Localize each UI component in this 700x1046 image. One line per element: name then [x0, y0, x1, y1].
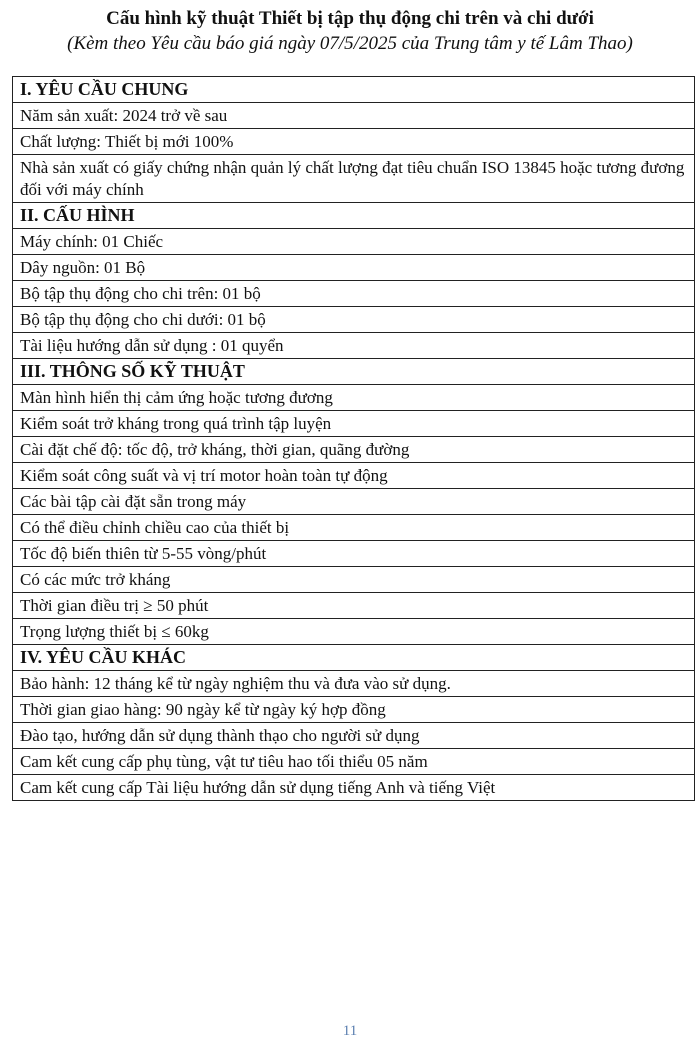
table-row [13, 541, 695, 567]
table-row [13, 671, 695, 697]
table-row [13, 307, 695, 333]
table-row [13, 385, 695, 411]
row-cell: Bộ tập thụ động cho chi dưới: 01 bộ [13, 307, 695, 333]
spec-table [12, 76, 695, 801]
row-cell: Bảo hành: 12 tháng kể từ ngày nghiệm thu và đưa vào sử dụng. [13, 671, 695, 697]
section-header-row [13, 645, 695, 671]
row-cell: Năm sản xuất: 2024 trở về sau [13, 103, 695, 129]
table-row [13, 697, 695, 723]
table-row [13, 593, 695, 619]
row-cell: Trọng lượng thiết bị ≤ 60kg [13, 619, 695, 645]
table-row [13, 103, 695, 129]
row-cell: Cài đặt chế độ: tốc độ, trở kháng, thời gian, quãng đường [13, 437, 695, 463]
table-row [13, 255, 695, 281]
table-row [13, 155, 695, 203]
row-cell: Bộ tập thụ động cho chi trên: 01 bộ [13, 281, 695, 307]
row-cell: Chất lượng: Thiết bị mới 100% [13, 129, 695, 155]
page-number: 11 [342, 1023, 358, 1039]
table-row [13, 411, 695, 437]
table-row [13, 281, 695, 307]
table-row [13, 129, 695, 155]
row-cell: Thời gian điều trị ≥ 50 phút [13, 593, 695, 619]
row-cell: Có thể điều chỉnh chiều cao của thiết bị [13, 515, 695, 541]
table-row [13, 515, 695, 541]
section-header-row [13, 359, 695, 385]
row-cell: Kiểm soát trở kháng trong quá trình tập luyện [13, 411, 695, 437]
table-row [13, 723, 695, 749]
table-row [13, 229, 695, 255]
row-cell: Có các mức trở kháng [13, 567, 695, 593]
row-cell: Màn hình hiển thị cảm ứng hoặc tương đương [13, 385, 695, 411]
section-heading-general: I. YÊU CẦU CHUNG [13, 77, 695, 103]
row-cell: Dây nguồn: 01 Bộ [13, 255, 695, 281]
table-row [13, 333, 695, 359]
row-cell: Nhà sản xuất có giấy chứng nhận quản lý chất lượng đạt tiêu chuẩn ISO 13845 hoặc tương đương đối với máy chính [13, 155, 695, 203]
table-row [13, 463, 695, 489]
table-row [13, 489, 695, 515]
table-row [13, 437, 695, 463]
section-heading-other-requirements: IV. YÊU CẦU KHÁC [13, 645, 695, 671]
row-cell: Tài liệu hướng dẫn sử dụng : 01 quyển [13, 333, 695, 359]
section-header-row [13, 77, 695, 103]
row-cell: Cam kết cung cấp phụ tùng, vật tư tiêu hao tối thiểu 05 năm [13, 749, 695, 775]
section-heading-configuration: II. CẤU HÌNH [13, 203, 695, 229]
section-heading-specifications: III. THÔNG SỐ KỸ THUẬT [13, 359, 695, 385]
row-cell: Tốc độ biến thiên từ 5-55 vòng/phút [13, 541, 695, 567]
document-title: Cấu hình kỹ thuật Thiết bị tập thụ động chi trên và chi dưới [106, 8, 594, 29]
section-header-row [13, 203, 695, 229]
table-row [13, 775, 695, 801]
row-cell: Cam kết cung cấp Tài liệu hướng dẫn sử dụng tiếng Anh và tiếng Việt [13, 775, 695, 801]
table-row [13, 619, 695, 645]
row-cell: Máy chính: 01 Chiếc [13, 229, 695, 255]
table-row [13, 567, 695, 593]
row-cell: Thời gian giao hàng: 90 ngày kể từ ngày ký hợp đồng [13, 697, 695, 723]
row-cell: Các bài tập cài đặt sẵn trong máy [13, 489, 695, 515]
row-cell: Kiểm soát công suất và vị trí motor hoàn toàn tự động [13, 463, 695, 489]
document-subtitle: (Kèm theo Yêu cầu báo giá ngày 07/5/2025 của Trung tâm y tế Lâm Thao) [67, 33, 633, 54]
table-row [13, 749, 695, 775]
row-cell: Đào tạo, hướng dẫn sử dụng thành thạo cho người sử dụng [13, 723, 695, 749]
